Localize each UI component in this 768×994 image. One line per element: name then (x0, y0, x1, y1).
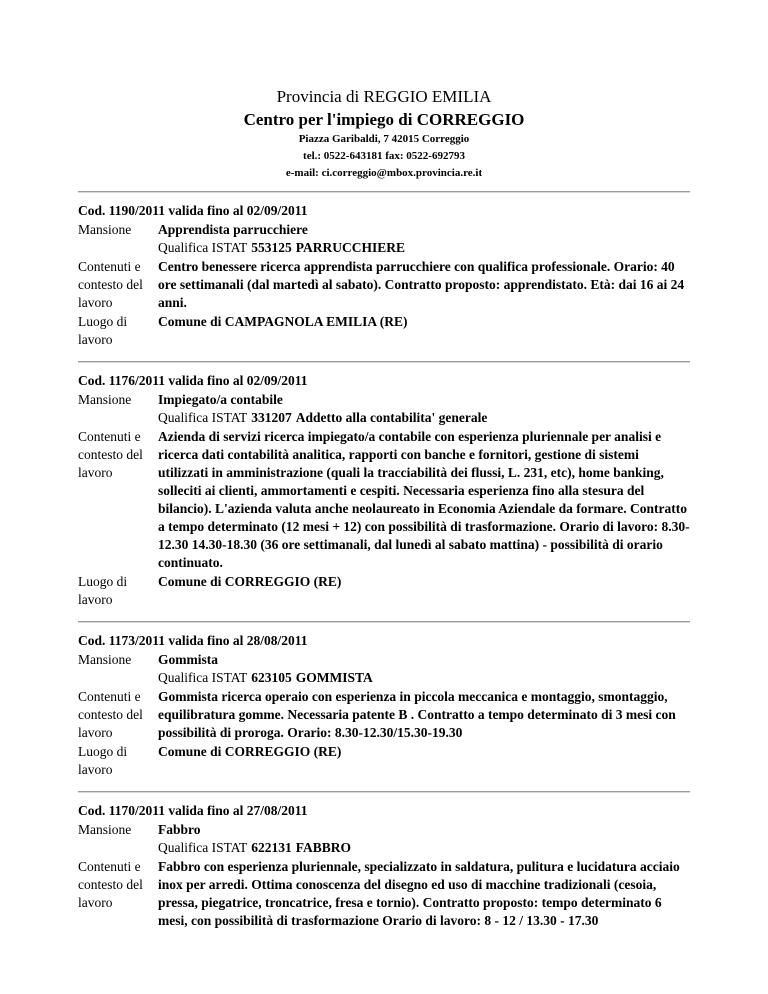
luogo-row (78, 573, 690, 609)
contenuti-label: Contenuti e contesto del lavoro (78, 429, 143, 480)
center-address: Piazza Garibaldi, 7 42015 Correggio (298, 133, 470, 145)
mansione-text: Apprendista parrucchiere (158, 222, 308, 237)
istat-code: 553125 (251, 240, 292, 255)
istat-code: 331207 (251, 410, 292, 425)
luogo-value: Comune di CAMPAGNOLA EMILIA (RE) (158, 314, 408, 329)
mansione-value (158, 651, 690, 687)
istat-label: Qualifica ISTAT (158, 410, 248, 425)
offer-title: Cod. 1190/2011 valida fino al 02/09/2011 (78, 203, 308, 218)
offer-title: Cod. 1173/2011 valida fino al 28/08/2011 (78, 633, 308, 648)
istat-desc: GOMMISTA (295, 670, 373, 685)
contenuti-value: Azienda di servizi ricerca impiegato/a contabile con esperienza pluriennale per analisi e ricerca dati contabilità analitica, rapporti con banche e fornitori, gestione di sistemi utilizzati in amministrazione (quali la tracciabilità dei flussi, L. 231, etc), home banking, solleciti ai clienti, ammortamenti e cespiti. Necessaria esperienza fino alla stesura del bilancio). L'azienda valuta anche neolaureato in Economia Aziendale da formare. Contratto a tempo determinato (12 mesi + 12) con possibilità di trasformazione. Orario di lavoro: 8.30-12.30 14.30-18.30 (36 ore settimanali, dal lunedì al sabato mattina) - possibilità di orario continuato. (158, 429, 690, 570)
istat-label: Qualifica ISTAT (158, 840, 248, 855)
luogo-value: Comune di CORREGGIO (RE) (158, 744, 342, 759)
mansione-row (78, 221, 690, 257)
center-phone: tel.: 0522-643181 fax: 0522-692793 (303, 150, 465, 162)
istat-label: Qualifica ISTAT (158, 670, 248, 685)
mansione-label: Mansione (78, 222, 132, 237)
offer-title: Cod. 1170/2011 valida fino al 27/08/2011 (78, 803, 308, 818)
luogo-label: Luogo di lavoro (78, 314, 128, 347)
center-email: e-mail: ci.correggio@mbox.provincia.re.it (285, 167, 483, 179)
mansione-row (78, 821, 690, 857)
job-offer (78, 193, 690, 361)
istat-line (158, 239, 690, 257)
luogo-label: Luogo di lavoro (78, 574, 128, 607)
contenuti-row (78, 688, 690, 742)
istat-line (158, 839, 690, 857)
luogo-value: Comune di CORREGGIO (RE) (158, 574, 342, 589)
center-name: Centro per l'impiego di CORREGGIO (243, 110, 525, 129)
contenuti-label: Contenuti e contesto del lavoro (78, 259, 143, 310)
contenuti-label: Contenuti e contesto del lavoro (78, 689, 143, 740)
document-header (78, 86, 690, 182)
contenuti-label: Contenuti e contesto del lavoro (78, 859, 143, 910)
mansione-text: Gommista (158, 652, 218, 667)
mansione-value (158, 391, 690, 427)
istat-desc: FABBRO (295, 840, 352, 855)
mansione-label: Mansione (78, 822, 132, 837)
istat-label: Qualifica ISTAT (158, 240, 248, 255)
contenuti-value: Fabbro con esperienza pluriennale, specializzato in saldatura, pulitura e lucidatura acciaio inox per arredi. Ottima conoscenza del disegno ed uso di macchine tradizionali (cesoia, pressa, piegatrice, troncatrice, fresa e tornio). Contratto proposto: tempo determinato 6 mesi, con possibilità di trasformazione Orario di lavoro: 8 - 12 / 13.30 - 17.30 (158, 859, 680, 928)
mansione-text: Impiegato/a contabile (158, 392, 283, 407)
contenuti-value: Gommista ricerca operaio con esperienza in piccola meccanica e montaggio, smontaggio, equilibratura gomme. Necessaria patente B . Contratto a tempo determinato di 3 mesi con possibilità di proroga. Orario: 8.30-12.30/15.30-19.30 (158, 689, 676, 740)
istat-desc: Addetto alla contabilita' generale (295, 410, 488, 425)
contenuti-row (78, 428, 690, 572)
luogo-row (78, 743, 690, 779)
document-page (78, 0, 690, 942)
luogo-label: Luogo di lavoro (78, 744, 128, 777)
mansione-label: Mansione (78, 652, 132, 667)
province-name: Provincia di REGGIO EMILIA (276, 87, 492, 106)
mansione-label: Mansione (78, 392, 132, 407)
mansione-row (78, 391, 690, 427)
mansione-value (158, 821, 690, 857)
istat-code: 623105 (251, 670, 292, 685)
mansione-row (78, 651, 690, 687)
job-offer (78, 793, 690, 942)
offer-title: Cod. 1176/2011 valida fino al 02/09/2011 (78, 373, 308, 388)
luogo-row (78, 313, 690, 349)
contenuti-row (78, 258, 690, 312)
mansione-text: Fabbro (158, 822, 201, 837)
job-offer (78, 623, 690, 791)
istat-code: 622131 (251, 840, 292, 855)
mansione-value (158, 221, 690, 257)
job-offer (78, 363, 690, 621)
contenuti-value: Centro benessere ricerca apprendista parrucchiere con qualifica professionale. Orario: 40 ore settimanali (dal martedì al sabato). Contratto proposto: apprendistato. Età: dai 16 ai 24 anni. (158, 259, 685, 310)
istat-desc: PARRUCCHIERE (295, 240, 406, 255)
contenuti-row (78, 858, 690, 930)
istat-line (158, 409, 690, 427)
istat-line (158, 669, 690, 687)
